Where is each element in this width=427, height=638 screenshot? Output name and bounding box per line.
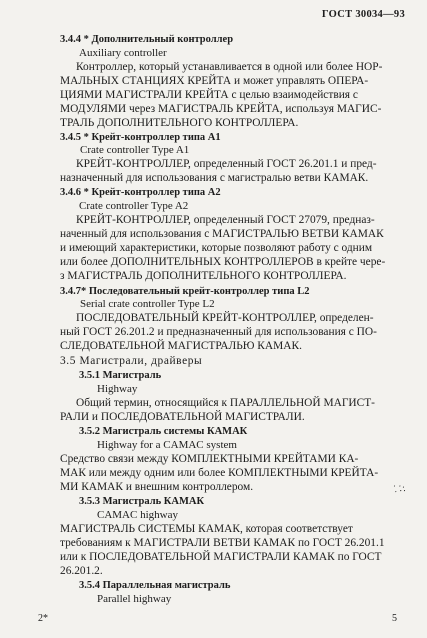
- section-heading-3-5: 3.5 Магистрали, драйверы: [60, 355, 203, 367]
- standard-header: ГОСТ 30034—93: [321, 9, 405, 20]
- term-3-5-1: 3.5.1 Магистраль: [79, 370, 162, 381]
- term-3-4-7-english: Serial crate controller Type L2: [80, 298, 215, 310]
- term-3-4-6-english: Crate controller Type A2: [79, 200, 189, 212]
- term-3-4-6: 3.4.6 * Крейт-контроллер типа А2: [60, 187, 221, 198]
- body-line: МАГИСТРАЛЬ СИСТЕМЫ КАМАК, которая соответствует: [60, 523, 353, 535]
- body-line: МАЛЬНЫХ СТАНЦИЯХ КРЕЙТА и может управлять ОПЕРА-: [60, 75, 369, 87]
- term-3-4-4-english: Auxiliary controller: [79, 47, 167, 59]
- term-3-5-4-english: Parallel highway: [97, 593, 172, 605]
- body-line: наченный для использования с МАГИСТРАЛЬЮ ВЕТВИ КАМАК: [60, 228, 384, 240]
- body-line: ТРАЛЬ ДОПОЛНИТЕЛЬНОГО КОНТРОЛЛЕРА.: [60, 117, 299, 129]
- body-line: Контроллер, который устанавливается в одной или более НОР-: [76, 61, 383, 73]
- body-line: з МАГИСТРАЛЬ ДОПОЛНИТЕЛЬНОГО КОНТРОЛЛЕРА.: [60, 270, 347, 282]
- body-line: требованиям к МАГИСТРАЛИ ВЕТВИ КАМАК по ГОСТ 26.201.1: [60, 537, 385, 549]
- body-line: назначенный для использования с магистралью ветви КАМАК.: [60, 172, 369, 184]
- body-line: СЛЕДОВАТЕЛЬНОЙ МАГИСТРАЛЬЮ КАМАК.: [60, 340, 302, 352]
- term-3-5-1-english: Highway: [97, 383, 138, 395]
- ink-mark: ⸪∴: [392, 484, 406, 494]
- body-line: 26.201.2.: [60, 565, 103, 577]
- body-line: КРЕЙТ-КОНТРОЛЛЕР, определенный ГОСТ 26.201.1 и пред-: [76, 158, 377, 170]
- term-3-5-3: 3.5.3 Магистраль КАМАК: [79, 496, 205, 507]
- body-line: МОДУЛЯМИ через МАГИСТРАЛЬ КРЕЙТА, используя МАГИС-: [60, 103, 382, 115]
- body-line: КРЕЙТ-КОНТРОЛЛЕР, определенный ГОСТ 27079, предназ-: [76, 214, 375, 226]
- term-3-4-4: 3.4.4 * Дополнительный контроллер: [60, 34, 234, 45]
- body-line: Средство связи между КОМПЛЕКТНЫМИ КРЕЙТАМИ КА-: [60, 453, 359, 465]
- body-line: или более ДОПОЛНИТЕЛЬНЫХ КОНТРОЛЛЕРОВ в крейте чере-: [60, 256, 386, 268]
- term-3-5-2-english: Highway for a CAMAC system: [97, 439, 237, 451]
- body-line: МИ КАМАК и внешним контроллером.: [60, 481, 254, 493]
- body-line: ный ГОСТ 26.201.2 и предназначенный для использования с ПО-: [60, 326, 377, 338]
- page-number: 5: [392, 613, 397, 624]
- term-3-5-2: 3.5.2 Магистраль системы КАМАК: [79, 426, 248, 437]
- signature-mark: 2*: [38, 613, 48, 624]
- term-3-4-5-english: Crate controller Type A1: [80, 144, 190, 156]
- body-line: РАЛИ и ПОСЛЕДОВАТЕЛЬНОЙ МАГИСТРАЛИ.: [60, 411, 305, 423]
- term-3-5-4: 3.5.4 Параллельная магистраль: [79, 580, 231, 591]
- body-line: и имеющий характеристики, которые позволяют работу с одним: [60, 242, 373, 254]
- body-line: МАК или между одним или более КОМПЛЕКТНЫМИ КРЕЙТА-: [60, 467, 379, 479]
- body-line: ЦИЯМИ МАГИСТРАЛИ КРЕЙТА с целью взаимодействия с: [60, 89, 358, 101]
- body-line: ПОСЛЕДОВАТЕЛЬНЫЙ КРЕЙТ-КОНТРОЛЛЕР, определен-: [76, 312, 374, 324]
- body-line: Общий термин, относящийся к ПАРАЛЛЕЛЬНОЙ МАГИСТ-: [76, 397, 375, 409]
- body-line: или к ПОСЛЕДОВАТЕЛЬНОЙ МАГИСТРАЛИ КАМАК по ГОСТ: [60, 551, 382, 563]
- term-3-4-7: 3.4.7* Последовательный крейт-контроллер типа L2: [60, 286, 310, 297]
- term-3-5-3-english: CAMAC highway: [97, 509, 178, 521]
- term-3-4-5: 3.4.5 * Крейт-контроллер типа А1: [60, 132, 221, 143]
